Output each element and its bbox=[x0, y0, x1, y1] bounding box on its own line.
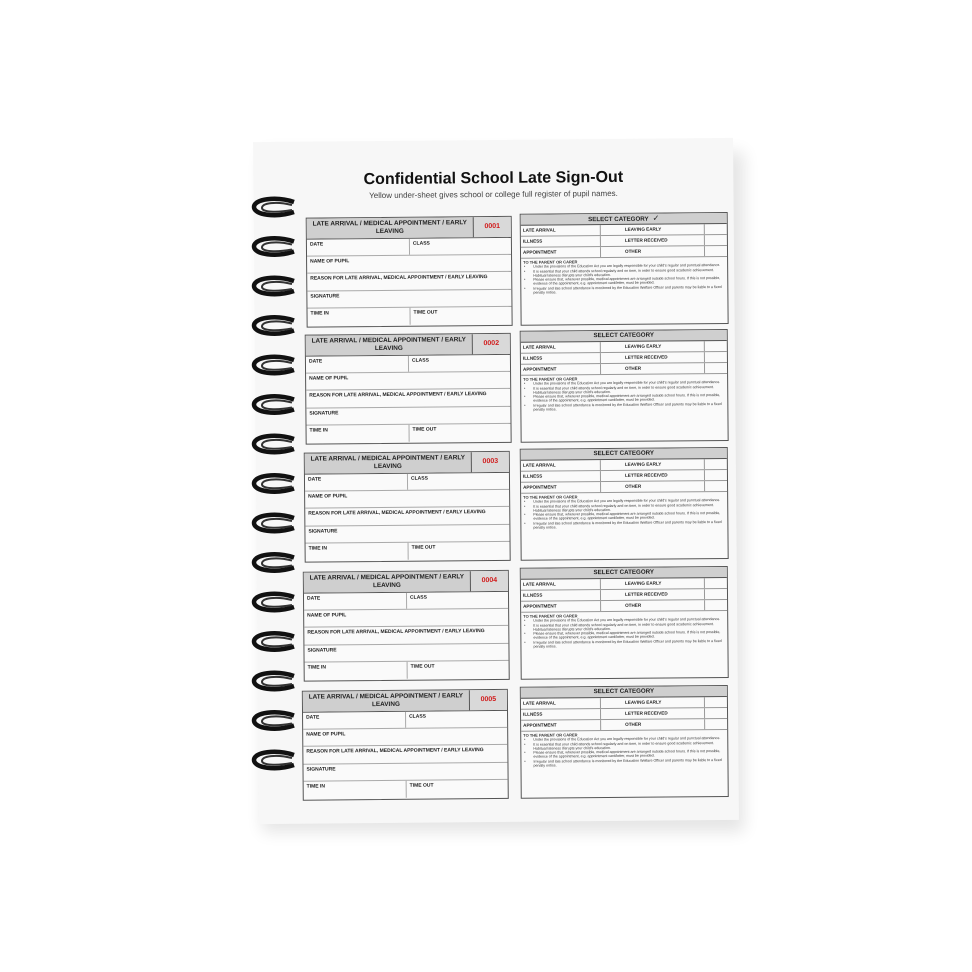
signature-row[interactable] bbox=[303, 763, 507, 782]
category-option: OTHER bbox=[625, 365, 642, 371]
slip-heading: LATE ARRIVAL / MEDICAL APPOINTMENT / EARLY LEAVING bbox=[305, 452, 471, 473]
category-title-text: SELECT CATEGORY bbox=[593, 331, 655, 340]
category-option: LEAVING EARLY bbox=[624, 461, 662, 467]
notice-point: • Irregular and late school attendance is monitored by the Education Welfare Officer and parents may be liable to a fixed penalty notice. bbox=[533, 758, 725, 768]
reason-label: REASON FOR LATE ARRIVAL, MEDICAL APPOINTMENT / EARLY LEAVING bbox=[310, 274, 488, 282]
coil-ring-icon bbox=[254, 199, 294, 215]
category-option: LETTER RECEIVED bbox=[624, 472, 668, 478]
coil-ring-icon bbox=[254, 712, 294, 728]
coil-ring-icon bbox=[254, 475, 294, 491]
category-option: LETTER RECEIVED bbox=[625, 710, 668, 716]
notice-point: • Under the provisions of the Education Act you are legally responsible for your child's regular and punctual attendance. bbox=[533, 617, 725, 623]
name-row[interactable] bbox=[305, 490, 509, 509]
name-row[interactable] bbox=[306, 372, 510, 391]
category-option: LATE ARRIVAL bbox=[522, 700, 556, 706]
category-row[interactable] bbox=[521, 719, 727, 732]
category-title-text: SELECT CATEGORY bbox=[593, 449, 655, 458]
category-option: APPOINTMENT bbox=[522, 249, 557, 255]
coil-ring-icon bbox=[254, 396, 294, 412]
slip-number: 0005 bbox=[469, 690, 507, 710]
time-out-label: TIME OUT bbox=[410, 663, 435, 670]
notice-point: • Please ensure that, wherever possible, medical appointment are arranged outside school hours. If this is not possible, evidence of the appointment, e.g. appointment card/letter, must be provided. bbox=[533, 276, 725, 286]
category-option: LATE ARRIVAL bbox=[522, 462, 556, 468]
class-label: CLASS bbox=[409, 594, 427, 601]
time-in-label: TIME IN bbox=[310, 310, 329, 317]
signature-label: SIGNATURE bbox=[310, 293, 340, 300]
slip-heading: LATE ARRIVAL / MEDICAL APPOINTMENT / EARLY LEAVING bbox=[303, 690, 469, 711]
date-row[interactable] bbox=[307, 238, 511, 257]
notice-point: • It is essential that your child attends school regularly and on time, in order to ensure good academic achievement. Habitual lateness disrupts your child's education. bbox=[533, 385, 725, 395]
reason-label: REASON FOR LATE ARRIVAL, MEDICAL APPOINTMENT / EARLY LEAVING bbox=[308, 509, 486, 517]
page-subtitle: Yellow under-sheet gives school or college full register of pupil names. bbox=[369, 188, 618, 201]
slip-form bbox=[302, 689, 509, 801]
coil-ring-icon bbox=[254, 673, 294, 689]
slip-form bbox=[306, 216, 513, 328]
notice-point: • It is essential that your child attends school regularly and on time, in order to ensure good academic achievement. Habitual lateness disrupts your child's education. bbox=[533, 622, 725, 632]
notice-point: • Under the provisions of the Education Act you are legally responsible for your child's regular and punctual attendance. bbox=[533, 736, 725, 742]
date-row[interactable] bbox=[303, 711, 507, 730]
notice-point: • Irregular and late school attendance is monitored by the Education Welfare Officer and parents may be liable to a fixed penalty notice. bbox=[533, 402, 725, 412]
category-row[interactable] bbox=[521, 600, 727, 613]
category-option: ILLNESS bbox=[522, 355, 543, 361]
category-option: OTHER bbox=[625, 721, 642, 727]
notice-point: • Under the provisions of the Education Act you are legally responsible for your child's regular and punctual attendance. bbox=[533, 380, 725, 386]
time-out-label: TIME OUT bbox=[412, 426, 437, 433]
name-label: NAME OF PUPIL bbox=[310, 258, 350, 265]
coil-ring-icon bbox=[254, 238, 294, 254]
signature-label: SIGNATURE bbox=[306, 766, 336, 773]
date-label: DATE bbox=[308, 358, 323, 365]
category-option: ILLNESS bbox=[523, 711, 543, 717]
category-option: APPOINTMENT bbox=[523, 484, 557, 490]
notice-heading: TO THE PARENT OR CARER bbox=[523, 259, 578, 265]
class-label: CLASS bbox=[409, 713, 427, 720]
category-option: LETTER RECEIVED bbox=[624, 237, 668, 243]
category-title-text: SELECT CATEGORY bbox=[588, 215, 649, 224]
reason-label: REASON FOR LATE ARRIVAL, MEDICAL APPOINTMENT / EARLY LEAVING bbox=[307, 628, 485, 636]
slip-form bbox=[304, 451, 511, 563]
slip-number: 0001 bbox=[473, 217, 511, 237]
name-row[interactable] bbox=[307, 255, 511, 274]
category-option: OTHER bbox=[625, 602, 642, 608]
coil-ring-icon bbox=[254, 436, 294, 452]
slip-heading: LATE ARRIVAL / MEDICAL APPOINTMENT / EARLY LEAVING bbox=[304, 571, 470, 592]
slip-number: 0002 bbox=[472, 334, 510, 354]
category-option: ILLNESS bbox=[522, 592, 543, 598]
category-option: LATE ARRIVAL bbox=[522, 581, 556, 587]
category-row[interactable] bbox=[521, 363, 727, 376]
category-option: LATE ARRIVAL bbox=[522, 344, 556, 350]
notice-heading: TO THE PARENT OR CARER bbox=[523, 494, 578, 500]
notice-heading: TO THE PARENT OR CARER bbox=[523, 613, 578, 619]
notice-list bbox=[523, 498, 725, 530]
slip-header bbox=[307, 217, 511, 240]
slip-header bbox=[306, 334, 510, 357]
time-out-label: TIME OUT bbox=[413, 309, 438, 316]
time-out-label: TIME OUT bbox=[409, 782, 434, 789]
name-row[interactable] bbox=[304, 609, 508, 628]
category-row[interactable] bbox=[521, 246, 727, 259]
notice-heading: TO THE PARENT OR CARER bbox=[523, 376, 578, 382]
check-mark-icon: ✓ bbox=[652, 213, 660, 223]
category-panel bbox=[520, 329, 729, 443]
slip-number: 0004 bbox=[470, 571, 508, 591]
name-label: NAME OF PUPIL bbox=[309, 375, 349, 382]
category-option: OTHER bbox=[625, 483, 642, 489]
notebook-page bbox=[253, 138, 739, 824]
signature-row[interactable] bbox=[304, 644, 508, 663]
class-label: CLASS bbox=[410, 475, 428, 482]
category-option: LEAVING EARLY bbox=[624, 226, 662, 232]
reason-row[interactable] bbox=[306, 389, 510, 409]
category-option: APPOINTMENT bbox=[523, 366, 557, 372]
name-label: NAME OF PUPIL bbox=[308, 493, 348, 500]
time-row[interactable] bbox=[305, 661, 509, 680]
signature-row[interactable] bbox=[306, 407, 510, 426]
slip-header bbox=[304, 571, 508, 594]
coil-ring-icon bbox=[254, 633, 294, 649]
time-row[interactable] bbox=[307, 424, 511, 443]
category-option: APPOINTMENT bbox=[523, 722, 557, 728]
category-row[interactable] bbox=[521, 481, 727, 494]
name-label: NAME OF PUPIL bbox=[306, 731, 346, 738]
category-option: LEAVING EARLY bbox=[624, 343, 662, 349]
notice-point: • It is essential that your child attends school regularly and on time, in order to ensure good academic achievement. Habitual lateness disrupts your child's education. bbox=[533, 741, 725, 751]
notice-point: • Please ensure that, wherever possible, medical appointment are arranged outside school hours. If this is not possible, evidence of the appointment, e.g. appointment card/letter, must be provided. bbox=[533, 511, 725, 521]
category-title-text: SELECT CATEGORY bbox=[593, 687, 655, 696]
date-label: DATE bbox=[306, 595, 321, 602]
name-row[interactable] bbox=[303, 728, 507, 747]
category-option: ILLNESS bbox=[522, 473, 543, 479]
notice-list bbox=[523, 263, 725, 295]
category-panel bbox=[520, 566, 729, 680]
date-label: DATE bbox=[306, 714, 320, 721]
category-option: LEAVING EARLY bbox=[624, 580, 662, 586]
category-option: LEAVING EARLY bbox=[624, 699, 662, 705]
signature-label: SIGNATURE bbox=[307, 647, 337, 654]
signature-label: SIGNATURE bbox=[308, 528, 338, 535]
time-in-label: TIME IN bbox=[308, 545, 327, 552]
notice-heading: TO THE PARENT OR CARER bbox=[523, 732, 578, 738]
parent-notice bbox=[523, 613, 725, 649]
notice-point: • Please ensure that, wherever possible, medical appointment are arranged outside school hours. If this is not possible, evidence of the appointment, e.g. appointment card/letter, must be provided. bbox=[533, 630, 725, 640]
coil-ring-icon bbox=[254, 752, 294, 768]
coil-ring-icon bbox=[254, 278, 294, 294]
spiral-binding bbox=[248, 190, 308, 780]
parent-notice bbox=[523, 376, 725, 412]
notice-list bbox=[523, 617, 725, 649]
date-row[interactable] bbox=[305, 473, 509, 492]
class-label: CLASS bbox=[411, 357, 429, 364]
slip-header bbox=[305, 452, 509, 475]
date-row[interactable] bbox=[304, 592, 508, 611]
notice-list bbox=[523, 736, 725, 768]
slip-form bbox=[305, 333, 512, 445]
page-title: Confidential School Late Sign-Out bbox=[363, 168, 624, 189]
class-label: CLASS bbox=[412, 240, 430, 247]
slip-heading: LATE ARRIVAL / MEDICAL APPOINTMENT / EARLY LEAVING bbox=[307, 217, 473, 238]
notice-point: • Please ensure that, wherever possible, medical appointment are arranged outside school hours. If this is not possible, evidence of the appointment, e.g. appointment card/letter, must be provided. bbox=[533, 749, 725, 759]
parent-notice bbox=[523, 494, 725, 530]
reason-row[interactable] bbox=[304, 626, 508, 646]
reason-label: REASON FOR LATE ARRIVAL, MEDICAL APPOINTMENT / EARLY LEAVING bbox=[306, 747, 484, 755]
category-option: APPOINTMENT bbox=[523, 603, 557, 609]
parent-notice bbox=[523, 259, 725, 295]
notice-point: • Irregular and late school attendance is monitored by the Education Welfare Officer and parents may be liable to a fixed penalty notice. bbox=[533, 639, 725, 649]
notice-point: • Under the provisions of the Education Act you are legally responsible for your child's regular and punctual attendance. bbox=[533, 498, 725, 504]
time-row[interactable] bbox=[304, 780, 508, 799]
parent-notice bbox=[523, 732, 725, 768]
date-label: DATE bbox=[307, 476, 322, 483]
category-panel bbox=[520, 685, 729, 799]
date-row[interactable] bbox=[306, 355, 510, 374]
slip-header bbox=[303, 690, 507, 713]
category-option: LETTER RECEIVED bbox=[624, 354, 668, 360]
signature-row[interactable] bbox=[305, 525, 509, 544]
signature-row[interactable] bbox=[307, 290, 511, 309]
coil-ring-icon bbox=[254, 357, 294, 373]
reason-row[interactable] bbox=[307, 272, 511, 292]
notice-point: • It is essential that your child attends school regularly and on time, in order to ensure good academic achievement. Habitual lateness disrupts your child's education. bbox=[533, 503, 725, 513]
notice-point: • Under the provisions of the Education Act you are legally responsible for your child's regular and punctual attendance. bbox=[533, 263, 725, 269]
coil-ring-icon bbox=[254, 317, 294, 333]
time-row[interactable] bbox=[306, 542, 510, 561]
slip-heading: LATE ARRIVAL / MEDICAL APPOINTMENT / EARLY LEAVING bbox=[306, 334, 472, 355]
category-panel bbox=[520, 447, 729, 561]
time-row[interactable] bbox=[307, 307, 511, 326]
coil-ring-icon bbox=[254, 594, 294, 610]
slip-number: 0003 bbox=[471, 452, 509, 472]
reason-row[interactable] bbox=[303, 745, 507, 765]
time-out-label: TIME OUT bbox=[411, 544, 436, 551]
coil-ring-icon bbox=[254, 554, 294, 570]
slip-form bbox=[303, 570, 510, 682]
name-label: NAME OF PUPIL bbox=[307, 612, 347, 619]
notice-point: • It is essential that your child attends school regularly and on time, in order to ensure good academic achievement. Habitual lateness disrupts your child's education. bbox=[533, 268, 725, 278]
notice-list bbox=[523, 380, 725, 412]
reason-label: REASON FOR LATE ARRIVAL, MEDICAL APPOINTMENT / EARLY LEAVING bbox=[309, 391, 487, 399]
time-in-label: TIME IN bbox=[307, 664, 326, 671]
coil-ring-icon bbox=[254, 515, 294, 531]
notice-point: • Please ensure that, wherever possible, medical appointment are arranged outside school hours. If this is not possible, evidence of the appointment, e.g. appointment card/letter, must be provided. bbox=[533, 393, 725, 403]
reason-row[interactable] bbox=[305, 507, 509, 527]
category-option: OTHER bbox=[624, 248, 642, 254]
category-option: LATE ARRIVAL bbox=[522, 227, 556, 233]
time-in-label: TIME IN bbox=[309, 427, 328, 434]
category-title-text: SELECT CATEGORY bbox=[593, 568, 655, 577]
notice-point: • Irregular and late school attendance is monitored by the Education Welfare Officer and parents may be liable to a fixed penalty notice. bbox=[533, 520, 725, 530]
time-in-label: TIME IN bbox=[306, 783, 326, 790]
category-option: ILLNESS bbox=[522, 238, 543, 244]
signature-label: SIGNATURE bbox=[309, 410, 339, 417]
date-label: DATE bbox=[309, 241, 324, 248]
notice-point: • Irregular and late school attendance is monitored by the Education Welfare Officer and parents may be liable to a fixed penalty notice. bbox=[533, 285, 725, 295]
category-option: LETTER RECEIVED bbox=[624, 591, 668, 597]
category-panel bbox=[520, 212, 729, 326]
